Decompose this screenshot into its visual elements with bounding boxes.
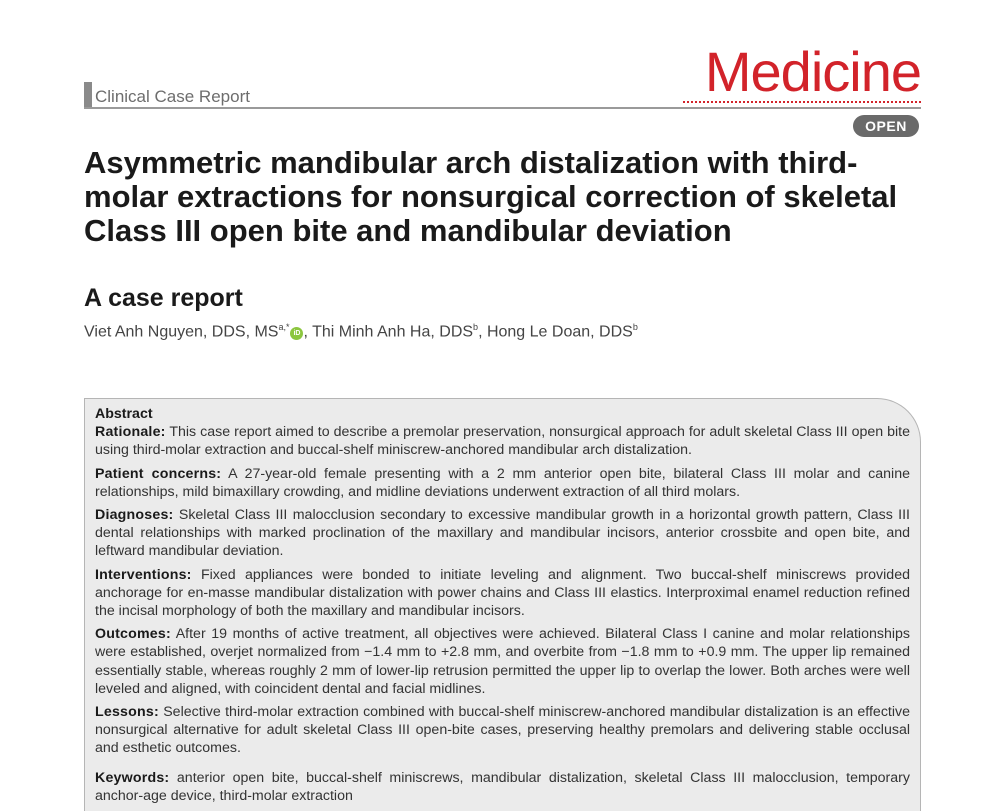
abstract-heading: Abstract [95, 406, 153, 422]
abstract-text: Fixed appliances were bonded to initiate leveling and alignment. Two buccal-shelf miniscrews provided anchorage for en-masse mandibular distalization with power chains and Class III elastics. Interproximal enamel reduction refined the incisal morphology of both the maxillary and mandibular incisors. [95, 566, 910, 620]
article-subtitle: A case report [84, 284, 243, 312]
section-label-bar [84, 82, 92, 108]
abstract-keywords [95, 769, 910, 805]
abstract-label: Patient concerns: [95, 465, 222, 482]
abstract-text: A 27-year-old female presenting with a 2 mm anterior open bite, bilateral Class III molar and canine relationships, mild bimaxillary crowding, and midline deviations underwent extraction of all third molars. [95, 465, 910, 500]
abstract-label: Diagnoses: [95, 507, 174, 524]
author-name: Viet Anh Nguyen, DDS, MS [84, 323, 279, 341]
abstract-content [95, 405, 910, 810]
author-list [84, 322, 638, 341]
author-affiliation: b [473, 322, 479, 332]
author-name: Hong Le Doan, DDS [486, 323, 633, 341]
abstract-label: Rationale: [95, 424, 166, 441]
abstract-label: Outcomes: [95, 626, 171, 643]
orcid-icon[interactable]: iD [290, 327, 303, 340]
keywords-text: anterior open bite, buccal-shelf miniscrews, mandibular distalization, skeletal Class III malocclusion, temporary anchor-age device, third-molar extraction [95, 769, 910, 804]
abstract-text: Skeletal Class III malocclusion secondary to excessive mandibular growth in a horizontal growth pattern, Class III dental relationships with marked proclination of the maxillary and mandibular incisors, anterior crossbite and open bite, and leftward mandibular deviation. [95, 507, 910, 560]
journal-logo: Medicine [704, 40, 921, 103]
article-title: Asymmetric mandibular arch distalization with third-molar extractions for nonsurgical correction of skeletal Class III open bite and mandibular deviation [84, 145, 898, 248]
abstract-text: After 19 months of active treatment, all objectives were achieved. Bilateral Class I canine and molar relationships were established, overjet normalized from −1.4 mm to +2.8 mm, and overbite from −1.8 mm to +0.9 mm. The upper lip remained essentially stable, whereas roughly 2 mm of lower-lip retrusion permitted the upper lip to overlap the lower. Both arches were well leveled and aligned, with coincident dental and facial midlines. [95, 626, 910, 697]
abstract-text: Selective third-molar extraction combined with buccal-shelf miniscrew-anchored mandibular distalization is an effective nonsurgical alternative for adult skeletal Class III open-bite cases, preserving healthy premolars and delivering stable occlusal and esthetic outcomes. [95, 704, 910, 757]
abstract-text: This case report aimed to describe a premolar preservation, nonsurgical approach for adult skeletal Class III open bite using third-molar extraction and buccal-shelf miniscrew-anchored mandibular arch distalization. [95, 424, 910, 459]
abstract-label: Interventions: [95, 566, 192, 583]
abstract-section-outcomes [95, 625, 910, 698]
abstract-section-patient-concerns [95, 465, 910, 501]
author-affiliation: a,* [278, 322, 290, 332]
keywords-label: Keywords: [95, 769, 170, 786]
abstract-section-interventions [95, 566, 910, 621]
abstract-section-lessons [95, 703, 910, 758]
author-separator: , [303, 323, 313, 341]
abstract-section-diagnoses [95, 506, 910, 561]
author-affiliation: b [632, 322, 638, 332]
author-name: Thi Minh Anh Ha, DDS [312, 323, 474, 341]
abstract-section-rationale [95, 423, 910, 459]
header-rule [84, 107, 921, 109]
section-label: Clinical Case Report [95, 87, 250, 106]
author-separator: , [478, 323, 487, 341]
open-access-badge: OPEN [853, 115, 919, 137]
abstract-label: Lessons: [95, 704, 159, 721]
logo-dotted-rule [683, 101, 921, 103]
